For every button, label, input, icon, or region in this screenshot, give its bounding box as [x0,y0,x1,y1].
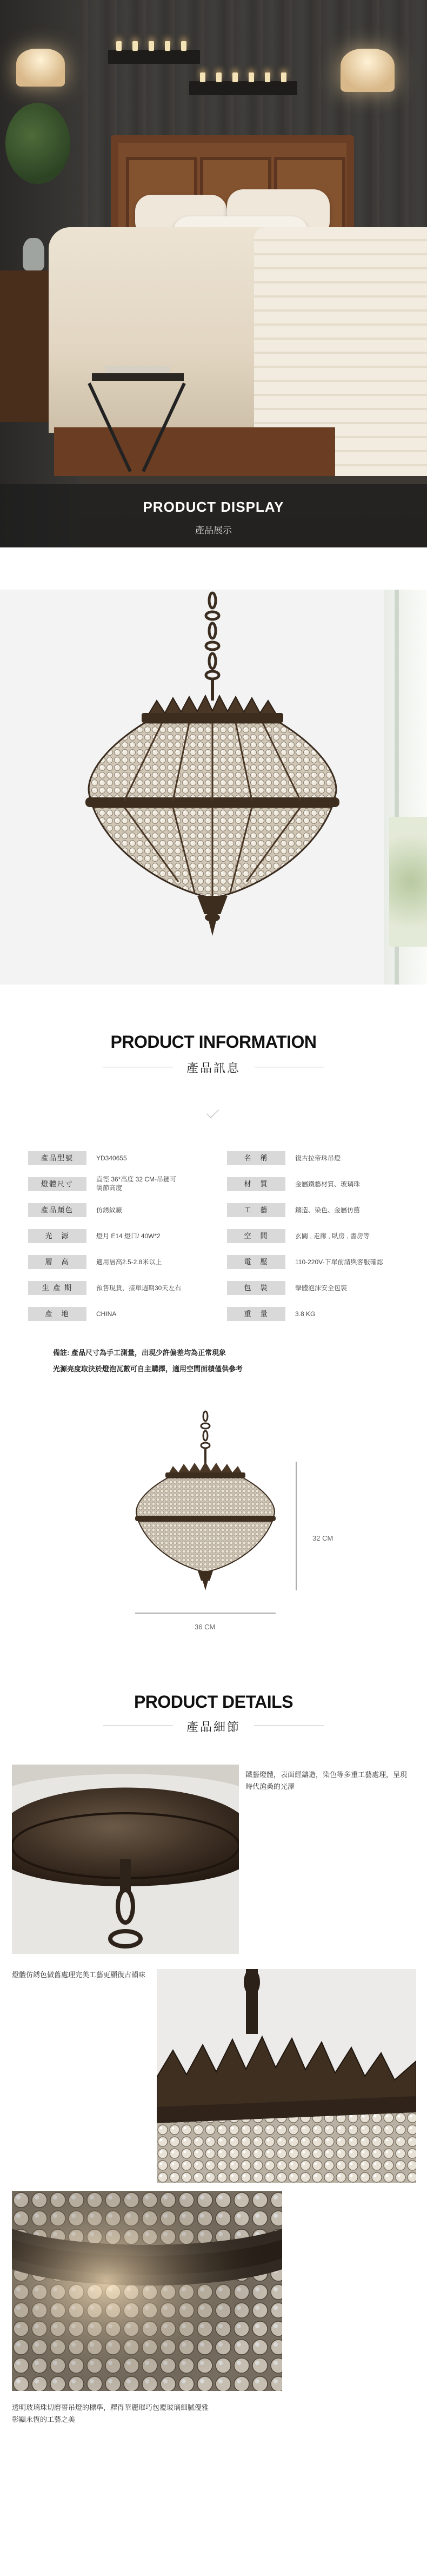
dimension-drawing [0,1406,427,1639]
spec-value: 鑄造、染色、金屬仿舊 [295,1206,361,1214]
spec-label: 產 地 [28,1307,86,1321]
spec-value: CHINA [96,1310,117,1318]
candle [165,41,170,51]
spec-label: 燈體尺寸 [28,1177,86,1191]
spec-label: 產品顏色 [28,1203,86,1217]
candle [149,41,154,51]
detail-text-finish: 燈體仿銹色做舊處理完美工藝更顯復古韻味 [12,1971,146,1979]
hero-bedroom-photo [0,0,427,547]
candle-shelf [189,81,297,95]
spec-label: 層 高 [28,1255,86,1269]
spec-label: 生 產 期 [28,1281,86,1295]
details-subtitle: 產品細節 [186,1720,241,1734]
spec-label: 名 稱 [227,1151,285,1165]
spec-label: 空 間 [227,1229,285,1243]
detail-crown-image [157,1969,416,2183]
candle-shelf [108,50,200,64]
spec-value: 燈月 E14 燈口/ 40W*2 [96,1232,161,1240]
candle [249,72,254,82]
spec-value: 金屬鐵藝材質、玻璃珠 [295,1180,361,1188]
dimension-width-label: 36 CM [195,1623,216,1631]
note-measurement: 備註: 產品尺寸為手工測量，出現少許偏差均為正常現象 [53,1349,226,1357]
plant-image [5,103,70,184]
dimension-height-label: 32 CM [312,1534,333,1542]
bed-frame [54,427,335,476]
spec-value: 預售現貨，接單週期30天左右 [96,1284,182,1292]
display-title: PRODUCT DISPLAY [143,499,284,515]
vase-image [23,238,44,270]
spec-label: 產品型號 [28,1151,86,1165]
wall-lamp-right-image [341,49,395,92]
details-title: PRODUCT DETAILS [134,1692,293,1712]
wall-lamp-left-image [16,49,65,87]
detail-text-crystal: 透明玻璃珠切磨誓吊燈的標準，釋得華麗璀巧包覆玻璃細膩優雅彰顯永恆的工藝之美 [12,2403,209,2423]
candle [281,72,286,82]
info-subtitle: 產品訊息 [186,1061,241,1075]
candle [181,41,186,51]
spec-label: 包 裝 [227,1281,285,1295]
spec-label: 光 源 [28,1229,86,1243]
detail-canopy-image [12,1765,239,1954]
candle [216,72,222,82]
spec-label: 電 壓 [227,1255,285,1269]
spec-value: 擊體泡沫安全包裝 [295,1284,348,1292]
product-photo [0,590,427,985]
display-subtitle: 產品展示 [195,525,232,536]
spec-value: 直徑 36*高度 32 CM-吊鏈可調節高度 [96,1175,177,1192]
spec-label: 工 藝 [227,1203,285,1217]
candle [200,72,205,82]
spec-label: 材 質 [227,1177,285,1191]
display-caption-bar [0,484,427,547]
spec-value: 復古拉帝珠吊燈 [295,1154,341,1162]
candle [132,41,138,51]
candle [265,72,270,82]
spec-value: 玄關 , 走廊 , 臥房 , 書房等 [295,1232,370,1240]
spec-value: 3.8 KG [295,1310,316,1318]
chandelier-large-image [0,590,427,985]
note-lighting: 光源亮度取決於燈泡瓦數可自主購擇，適用空間面積僅供參考 [53,1365,243,1373]
detail-text-canopy: 鐵藝燈體，表面經鑄造，染色等多重工藝處理，呈現時代滄桑的光澤 [245,1771,408,1791]
spec-value: 110-220V-下單前請與客服確認 [295,1258,383,1266]
spec-value: 仿銹紋廠 [96,1206,123,1214]
candle [232,72,238,82]
chevron-down-icon [206,1106,219,1118]
candle [116,41,122,51]
spec-value: YD340655 [96,1154,127,1162]
spec-label: 重 量 [227,1307,285,1321]
detail-beads-image [12,2191,282,2391]
book-stack [105,366,170,373]
folding-stool [92,373,184,381]
spec-value: 適用層高2.5-2.8米以上 [96,1258,162,1266]
info-title: PRODUCT INFORMATION [110,1032,317,1052]
